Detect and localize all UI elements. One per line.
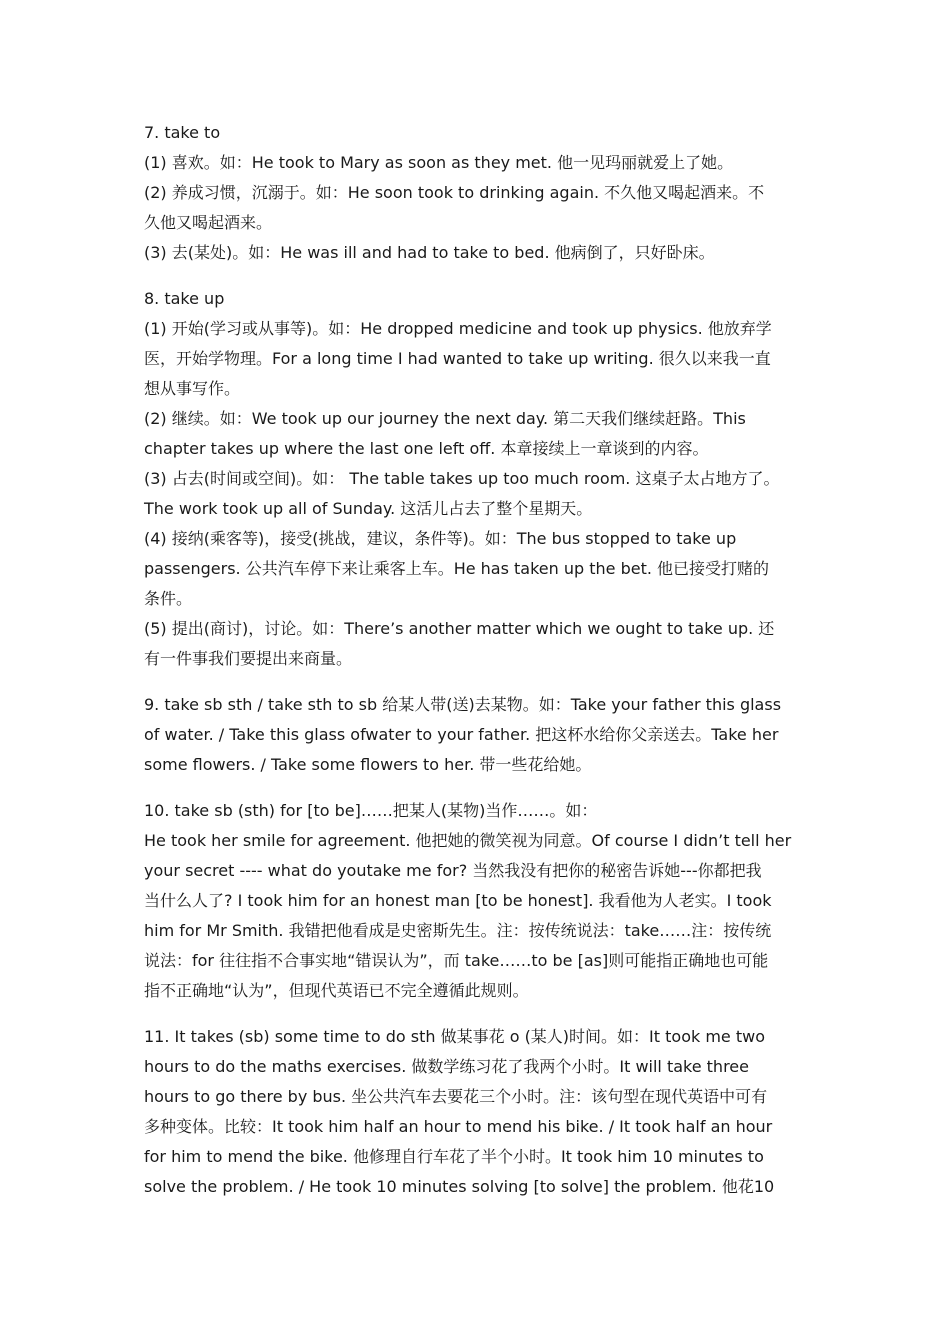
text-line: 说法：for 往往指不合事实地“错误认为”，而 take……to be [as]则可能指正确地也可能	[144, 951, 769, 970]
entry-it-takes-time	[144, 1022, 814, 1202]
text-line: (1) 喜欢。如：He took to Mary as soon as they met. 他一见玛丽就爱上了她。	[144, 153, 734, 172]
text-line: 指不正确地“认为”，但现代英语已不完全遵循此规则。	[144, 981, 529, 1000]
text-line: (2) 养成习惯，沉溺于。如：He soon took to drinking again. 不久他又喝起酒来。不	[144, 183, 765, 202]
entry-take-sb-sth	[144, 690, 814, 780]
entry-take-sb-for	[144, 796, 814, 1006]
text-line: (3) 占去(时间或空间)。如： The table takes up too much room. 这桌子太占地方了。	[144, 469, 780, 488]
text-line: 久他又喝起酒来。	[144, 213, 273, 232]
document-page	[144, 118, 814, 1218]
text-line: some flowers. / Take some flowers to her. 带一些花给她。	[144, 755, 592, 774]
text-line: 想从事写作。	[144, 379, 241, 398]
entry-take-up	[144, 284, 814, 674]
entry-heading: 11. It takes (sb) some time to do sth 做某事花 o (某人)时间。如：It took me two	[144, 1027, 765, 1046]
text-line: 有一件事我们要提出来商量。	[144, 649, 353, 668]
text-line: (4) 接纳(乘客等)，接受(挑战，建议，条件等)。如：The bus stopped to take up	[144, 529, 737, 548]
text-line: solve the problem. / He took 10 minutes solving [to solve] the problem. 他花10	[144, 1177, 775, 1196]
text-line: him for Mr Smith. 我错把他看成是史密斯先生。注：按传统说法：take……注：按传统	[144, 921, 772, 940]
entry-take-to	[144, 118, 814, 268]
text-line: hours to go there by bus. 坐公共汽车去要花三个小时。注：该句型在现代英语中可有	[144, 1087, 768, 1106]
text-line: 当什么人了? I took him for an honest man [to be honest]. 我看他为人老实。I took	[144, 891, 772, 910]
text-line: passengers. 公共汽车停下来让乘客上车。He has taken up the bet. 他已接受打赌的	[144, 559, 770, 578]
text-line: of water. / Take this glass ofwater to your father. 把这杯水给你父亲送去。Take her	[144, 725, 779, 744]
text-line: He took her smile for agreement. 他把她的微笑视为同意。Of course I didn’t tell her	[144, 831, 792, 850]
text-line: (1) 开始(学习或从事等)。如：He dropped medicine and took up physics. 他放弃学	[144, 319, 772, 338]
entry-heading: 9. take sb sth / take sth to sb 给某人带(送)去某物。如：Take your father this glass	[144, 695, 782, 714]
text-line: (2) 继续。如：We took up our journey the next day. 第二天我们继续赶路。This	[144, 409, 746, 428]
text-line: 医，开始学物理。For a long time I had wanted to take up writing. 很久以来我一直	[144, 349, 771, 368]
text-line: your secret ---- what do youtake me for? 当然我没有把你的秘密告诉她---你都把我	[144, 861, 762, 880]
text-line: (5) 提出(商讨)，讨论。如：There’s another matter which we ought to take up. 还	[144, 619, 775, 638]
entry-heading: 10. take sb (sth) for [to be]……把某人(某物)当作……。如：	[144, 801, 598, 820]
text-line: 多种变体。比较：It took him half an hour to mend his bike. / It took half an hour	[144, 1117, 773, 1136]
entry-heading: 7. take to	[144, 123, 221, 142]
text-line: The work took up all of Sunday. 这活儿占去了整个星期天。	[144, 499, 593, 518]
text-line: 条件。	[144, 589, 193, 608]
text-line: chapter takes up where the last one left off. 本章接续上一章谈到的内容。	[144, 439, 709, 458]
text-line: (3) 去(某处)。如：He was ill and had to take to bed. 他病倒了，只好卧床。	[144, 243, 715, 262]
text-line: hours to do the maths exercises. 做数学练习花了我两个小时。It will take three	[144, 1057, 749, 1076]
text-line: for him to mend the bike. 他修理自行车花了半个小时。It took him 10 minutes to	[144, 1147, 764, 1166]
entry-heading: 8. take up	[144, 289, 225, 308]
